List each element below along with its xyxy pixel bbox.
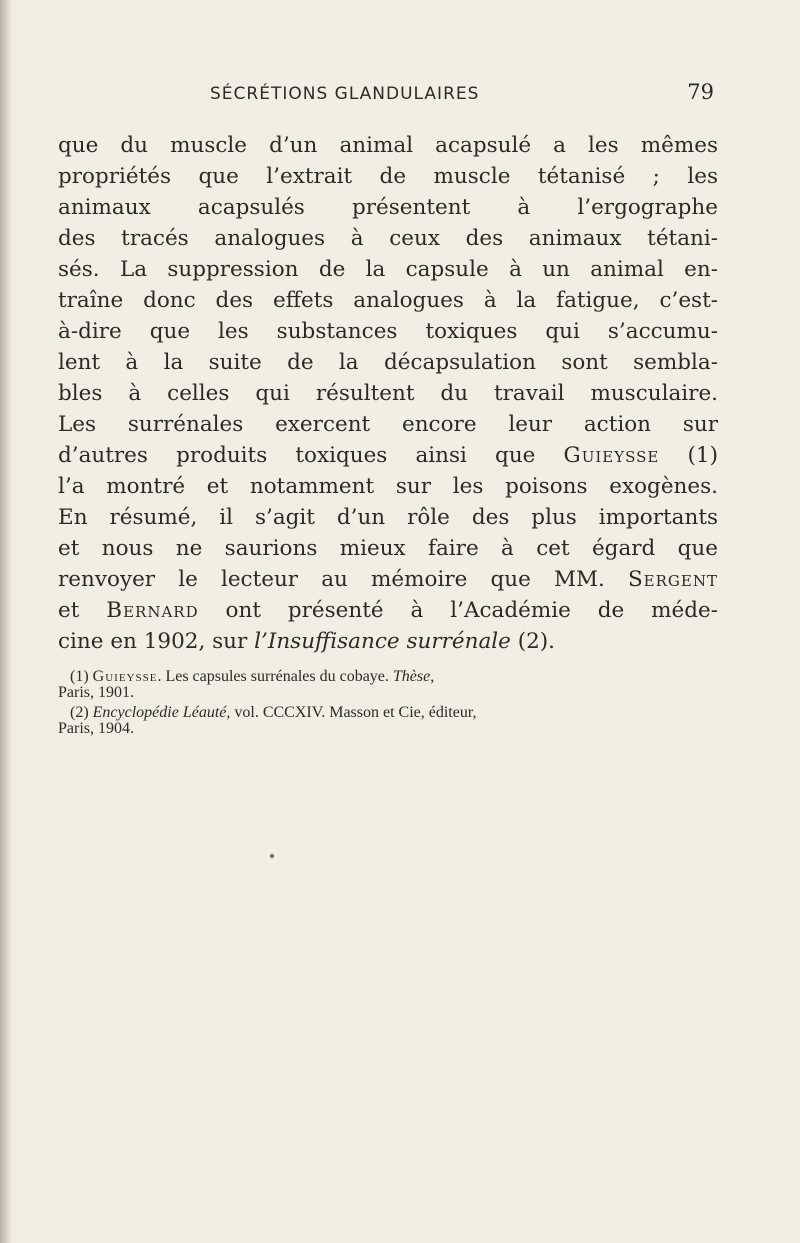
text-segment: renvoyer le lecteur au mémoire que MM. — [58, 567, 628, 592]
footnote-2 — [58, 705, 718, 737]
author-name: Bernard — [106, 598, 199, 623]
footnote-ref: (2). — [510, 629, 555, 654]
text-line: que du muscle d’un animal acapsulé a les mêmes — [58, 133, 718, 158]
author-name: Sergent — [627, 567, 718, 592]
book-page — [58, 80, 718, 737]
text-line — [58, 626, 718, 657]
author-name: Guieysse — [92, 668, 158, 685]
footnote-mark: (1) — [70, 668, 93, 685]
text-line: traîne donc des effets analogues à la fatigue, c’est- — [58, 288, 718, 313]
text-segment: . Les capsules surrénales du cobaye. — [157, 668, 393, 685]
italic-title: Encyclopédie Léauté — [92, 704, 227, 721]
author-name: Guieysse — [563, 443, 660, 468]
text-line — [58, 595, 718, 626]
text-line: à-dire que les substances toxiques qui s’accumu- — [58, 319, 718, 344]
ink-speck — [270, 854, 274, 858]
text-segment: et — [58, 598, 107, 623]
text-segment: ont présenté à l’Académie de méde- — [198, 598, 718, 623]
text-line — [58, 440, 718, 471]
footnote-line — [58, 705, 718, 721]
footnote-1 — [58, 669, 718, 701]
italic-title: Thèse — [392, 668, 431, 685]
text-segment: , vol. CCCXIV. Masson et Cie, éditeur, — [226, 704, 477, 721]
text-line: sés. La suppression de la capsule à un animal en- — [58, 257, 718, 282]
footnote-mark: (2) — [70, 704, 93, 721]
text-segment: , — [430, 668, 435, 685]
italic-title: l’Insuffisance surrénale — [254, 629, 511, 654]
running-title: SÉCRÉTIONS GLANDULAIRES — [210, 84, 480, 104]
footnotes — [58, 669, 718, 737]
book-spine-shadow — [0, 0, 12, 1243]
text-line: et nous ne saurions mieux faire à cet égard que — [58, 536, 718, 561]
footnote-line — [58, 669, 718, 685]
footnote-line: Paris, 1904. — [58, 720, 134, 737]
text-line — [58, 564, 718, 595]
text-line: lent à la suite de la décapsulation sont sembla- — [58, 350, 718, 375]
text-segment: cine en 1902, sur — [58, 629, 255, 654]
text-line: bles à celles qui résultent du travail musculaire. — [58, 381, 718, 406]
text-line: En résumé, il s’agit d’un rôle des plus importants — [58, 505, 718, 530]
running-head — [58, 80, 718, 116]
text-segment: d’autres produits toxiques ainsi que — [58, 443, 564, 468]
body-paragraph — [58, 130, 718, 657]
text-line: des tracés analogues à ceux des animaux tétani- — [58, 226, 718, 251]
footnote-line: Paris, 1901. — [58, 684, 134, 701]
text-line: Les surrénales exercent encore leur action sur — [58, 412, 718, 437]
text-line: propriétés que l’extrait de muscle tétanisé ; les — [58, 164, 718, 189]
text-line: l’a montré et notamment sur les poisons exogènes. — [58, 474, 718, 499]
page-number: 79 — [687, 80, 714, 104]
footnote-ref: (1) — [659, 443, 718, 468]
text-line: animaux acapsulés présentent à l’ergographe — [58, 195, 718, 220]
